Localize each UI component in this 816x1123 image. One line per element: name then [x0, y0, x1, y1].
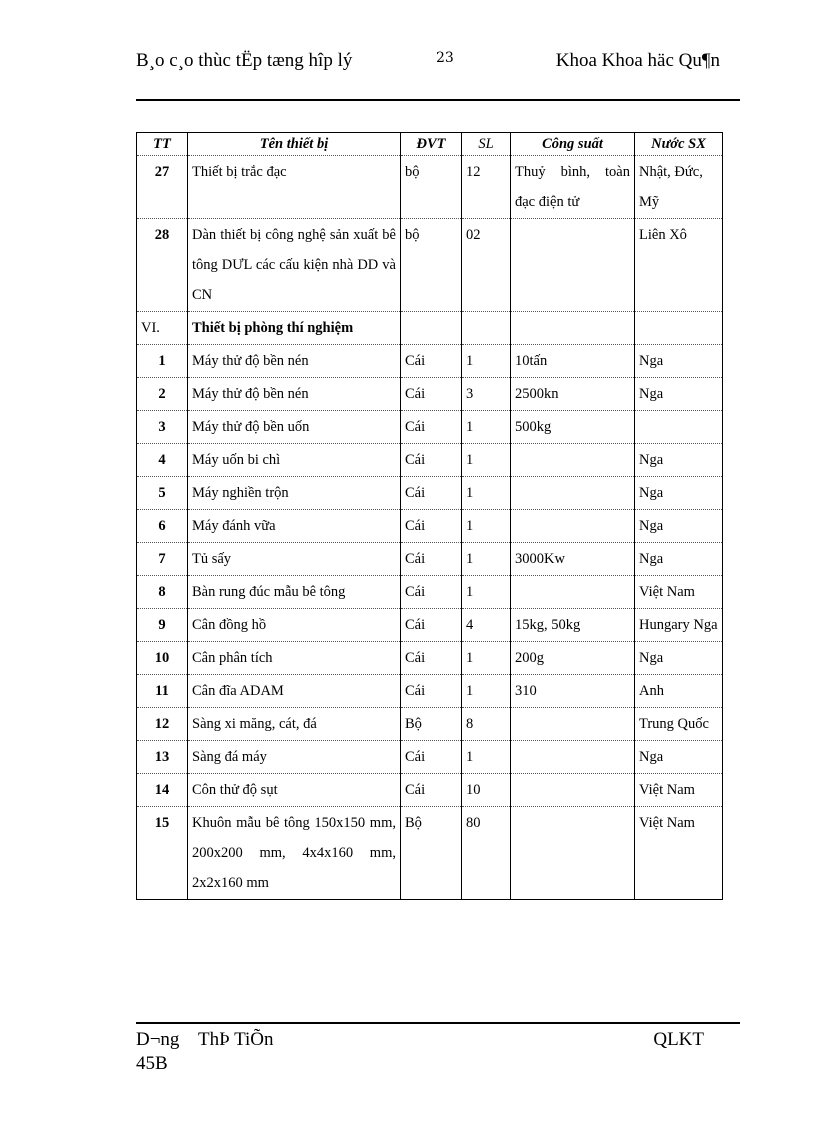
- cell-name: Cân phân tích: [188, 642, 401, 675]
- col-header-unit: ĐVT: [401, 133, 462, 156]
- cell-unit: Cái: [401, 411, 462, 444]
- cell-name: Máy thử độ bền uốn: [188, 411, 401, 444]
- cell-qty: 1: [462, 576, 511, 609]
- cell-unit: bộ: [401, 156, 462, 219]
- cell-unit: Cái: [401, 345, 462, 378]
- cell-name: Máy đánh vữa: [188, 510, 401, 543]
- cell-unit: Bộ: [401, 807, 462, 900]
- footer-left: D¬ng 45B: [136, 1029, 180, 1074]
- cell-tt: 15: [137, 807, 188, 900]
- cell-capacity: [511, 510, 635, 543]
- cell-tt: 27: [137, 156, 188, 219]
- footer-rule: [136, 1022, 740, 1024]
- footer-middle: ThÞ TiÕn: [198, 1029, 274, 1050]
- cell-capacity: [511, 708, 635, 741]
- cell-capacity: 310: [511, 675, 635, 708]
- cell-tt: 2: [137, 378, 188, 411]
- table-row: [137, 642, 723, 675]
- table-row: [137, 156, 723, 219]
- cell-capacity: [511, 774, 635, 807]
- table-row: [137, 411, 723, 444]
- header-rule: [136, 99, 740, 101]
- cell-qty: 4: [462, 609, 511, 642]
- table-row: [137, 807, 723, 900]
- cell-origin: Việt Nam: [635, 576, 723, 609]
- cell-capacity: [511, 312, 635, 345]
- cell-unit: Cái: [401, 774, 462, 807]
- cell-qty: 1: [462, 345, 511, 378]
- cell-name: Máy thử độ bền nén: [188, 378, 401, 411]
- cell-origin: Nhật, Đức, Mỹ: [635, 156, 723, 219]
- cell-origin: [635, 411, 723, 444]
- cell-qty: 80: [462, 807, 511, 900]
- col-header-origin: Nước SX: [635, 133, 723, 156]
- table-row: [137, 774, 723, 807]
- cell-qty: 1: [462, 444, 511, 477]
- cell-origin: Anh: [635, 675, 723, 708]
- cell-name: Côn thử độ sụt: [188, 774, 401, 807]
- cell-tt: 12: [137, 708, 188, 741]
- cell-tt: 9: [137, 609, 188, 642]
- cell-capacity: 15kg, 50kg: [511, 609, 635, 642]
- cell-capacity: [511, 741, 635, 774]
- cell-tt: 7: [137, 543, 188, 576]
- cell-tt: 8: [137, 576, 188, 609]
- cell-unit: [401, 312, 462, 345]
- cell-qty: 10: [462, 774, 511, 807]
- col-header-capacity: Công suất: [511, 133, 635, 156]
- cell-name: Dàn thiết bị công nghệ sản xuất bê tông DƯL các cấu kiện nhà DD và CN: [188, 219, 401, 312]
- table-row: [137, 675, 723, 708]
- cell-origin: Nga: [635, 378, 723, 411]
- cell-name: Khuôn mẫu bê tông 150x150 mm, 200x200 mm, 4x4x160 mm, 2x2x160 mm: [188, 807, 401, 900]
- cell-name: Máy uốn bi chì: [188, 444, 401, 477]
- table-header-row: [137, 133, 723, 156]
- cell-section-title: Thiết bị phòng thí nghiệm: [188, 312, 401, 345]
- cell-tt: 14: [137, 774, 188, 807]
- cell-qty: 8: [462, 708, 511, 741]
- table-row: [137, 609, 723, 642]
- cell-origin: Việt Nam: [635, 807, 723, 900]
- page-header: [136, 48, 740, 100]
- table-row: [137, 510, 723, 543]
- cell-capacity: [511, 576, 635, 609]
- cell-origin: Nga: [635, 477, 723, 510]
- cell-unit: Cái: [401, 510, 462, 543]
- cell-tt: 3: [137, 411, 188, 444]
- header-right-title: Khoa Khoa häc Qu¶n: [555, 50, 720, 71]
- cell-tt: 6: [137, 510, 188, 543]
- page-number: 23: [436, 50, 454, 66]
- cell-tt: 13: [137, 741, 188, 774]
- table-row: [137, 444, 723, 477]
- cell-qty: 1: [462, 543, 511, 576]
- table-row: [137, 477, 723, 510]
- cell-capacity: Thuỷ bình, toàn đạc điện tử: [511, 156, 635, 219]
- table-row: [137, 543, 723, 576]
- cell-unit: Cái: [401, 444, 462, 477]
- cell-tt: 5: [137, 477, 188, 510]
- cell-origin: Nga: [635, 510, 723, 543]
- cell-capacity: 3000Kw: [511, 543, 635, 576]
- cell-section-number: VI.: [137, 312, 188, 345]
- cell-capacity: [511, 219, 635, 312]
- cell-origin: Nga: [635, 642, 723, 675]
- cell-tt: 4: [137, 444, 188, 477]
- cell-qty: 1: [462, 411, 511, 444]
- cell-unit: Cái: [401, 543, 462, 576]
- cell-origin: Nga: [635, 741, 723, 774]
- cell-name: Tủ sấy: [188, 543, 401, 576]
- cell-unit: Cái: [401, 675, 462, 708]
- cell-name: Thiết bị trắc đạc: [188, 156, 401, 219]
- cell-qty: 1: [462, 642, 511, 675]
- cell-unit: Cái: [401, 576, 462, 609]
- cell-name: Cân đồng hồ: [188, 609, 401, 642]
- cell-tt: 1: [137, 345, 188, 378]
- cell-qty: 3: [462, 378, 511, 411]
- equipment-table: [136, 132, 723, 900]
- col-header-qty: SL: [462, 133, 511, 156]
- cell-qty: [462, 312, 511, 345]
- cell-capacity: 2500kn: [511, 378, 635, 411]
- cell-origin: Liên Xô: [635, 219, 723, 312]
- cell-qty: 1: [462, 477, 511, 510]
- table-row: [137, 345, 723, 378]
- cell-origin: Trung Quốc: [635, 708, 723, 741]
- table-row: [137, 708, 723, 741]
- cell-unit: Cái: [401, 609, 462, 642]
- cell-tt: 10: [137, 642, 188, 675]
- table-section-row: [137, 312, 723, 345]
- cell-qty: 1: [462, 510, 511, 543]
- cell-capacity: 500kg: [511, 411, 635, 444]
- cell-name: Sàng đá máy: [188, 741, 401, 774]
- footer-right: QLKT: [653, 1029, 704, 1050]
- cell-unit: Cái: [401, 378, 462, 411]
- table-row: [137, 741, 723, 774]
- table-row: [137, 378, 723, 411]
- cell-qty: 1: [462, 741, 511, 774]
- cell-name: Cân đĩa ADAM: [188, 675, 401, 708]
- cell-unit: Cái: [401, 642, 462, 675]
- cell-capacity: 200g: [511, 642, 635, 675]
- cell-origin: Nga: [635, 345, 723, 378]
- cell-capacity: 10tấn: [511, 345, 635, 378]
- cell-origin: Hungary Nga: [635, 609, 723, 642]
- cell-capacity: [511, 807, 635, 900]
- col-header-name: Tên thiết bị: [188, 133, 401, 156]
- col-header-tt: TT: [137, 133, 188, 156]
- cell-tt: 28: [137, 219, 188, 312]
- cell-qty: 12: [462, 156, 511, 219]
- table-row: [137, 576, 723, 609]
- header-left-title: B¸o c¸o thùc tËp tæng hîp lý: [136, 50, 353, 71]
- cell-qty: 1: [462, 675, 511, 708]
- cell-name: Máy thử độ bền nén: [188, 345, 401, 378]
- cell-tt: 11: [137, 675, 188, 708]
- cell-origin: Nga: [635, 543, 723, 576]
- cell-capacity: [511, 477, 635, 510]
- cell-name: Bàn rung đúc mẫu bê tông: [188, 576, 401, 609]
- cell-name: Máy nghiền trộn: [188, 477, 401, 510]
- cell-name: Sàng xi măng, cát, đá: [188, 708, 401, 741]
- cell-unit: Cái: [401, 477, 462, 510]
- cell-unit: bộ: [401, 219, 462, 312]
- cell-unit: Bộ: [401, 708, 462, 741]
- cell-origin: [635, 312, 723, 345]
- cell-qty: 02: [462, 219, 511, 312]
- cell-unit: Cái: [401, 741, 462, 774]
- cell-capacity: [511, 444, 635, 477]
- table-row: [137, 219, 723, 312]
- cell-origin: Việt Nam: [635, 774, 723, 807]
- cell-origin: Nga: [635, 444, 723, 477]
